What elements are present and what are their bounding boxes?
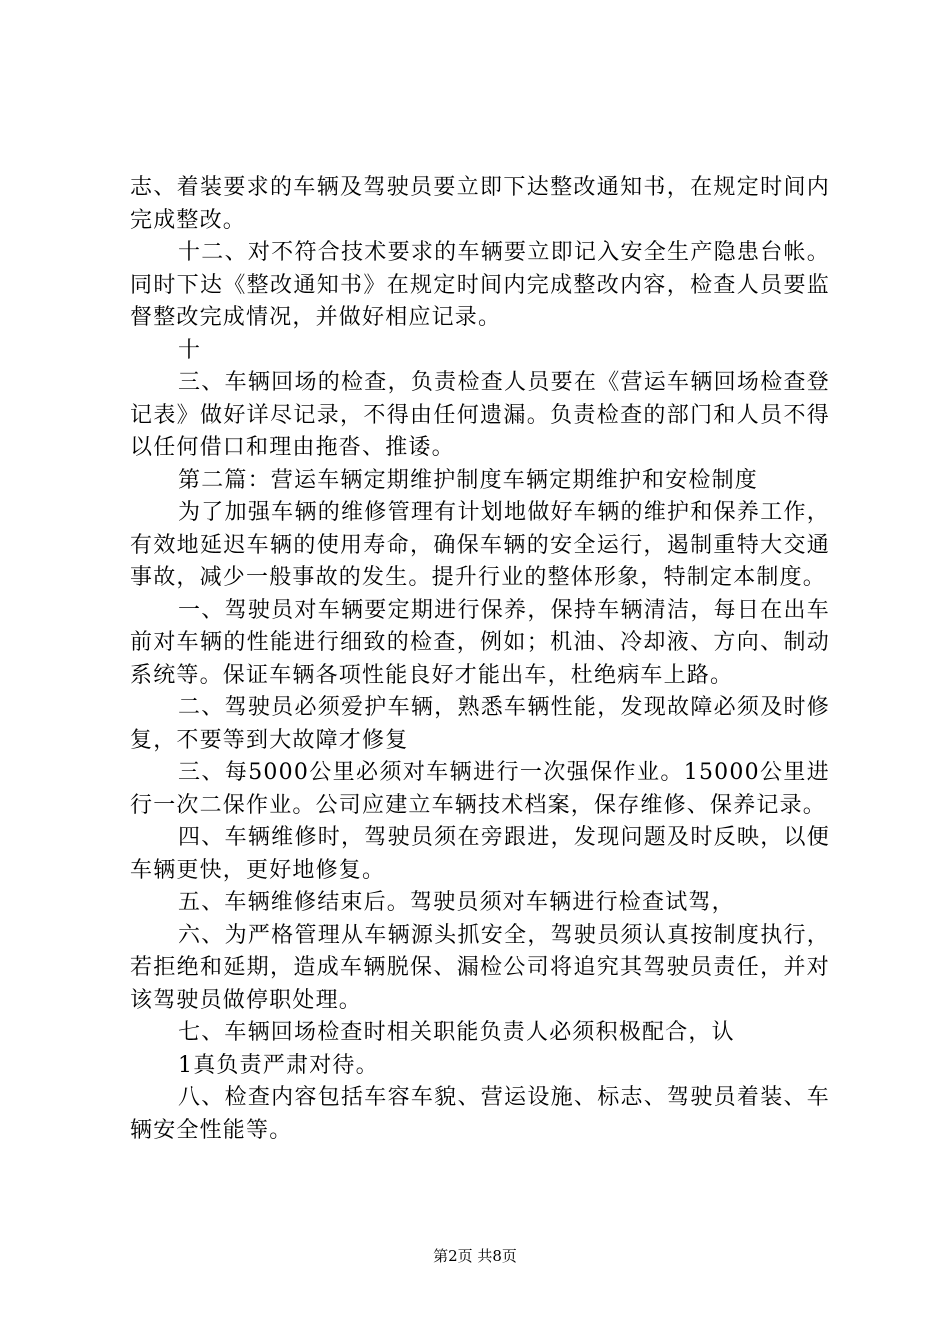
paragraph-continuation: 志、着装要求的车辆及驾驶员要立即下达整改通知书，在规定时间内完成整改。	[130, 175, 830, 233]
page-number-footer: 第2页 共8页	[433, 1247, 517, 1265]
paragraph-item-2: 二、驾驶员必须爱护车辆，熟悉车辆性能，发现故障必须及时修复，不要等到大故障才修复	[130, 695, 830, 753]
paragraph-item-13: 三、车辆回场的检查，负责检查人员要在《营运车辆回场检查登记表》做好详尽记录，不得由任何遗漏。负责检查的部门和人员不得以任何借口和理由拖沓、推诿。	[130, 370, 830, 460]
paragraph-item-8: 八、检查内容包括车容车貌、营运设施、标志、驾驶员着装、车辆安全性能等。	[130, 1085, 830, 1143]
paragraph-item-4: 四、车辆维修时，驾驶员须在旁跟进，发现问题及时反映，以便车辆更快，更好地修复。	[130, 825, 830, 883]
section-heading: 第二篇：营运车辆定期维护制度车辆定期维护和安检制度	[178, 467, 759, 493]
paragraph-item-7: 七、车辆回场检查时相关职能负责人必须积极配合，认	[178, 1020, 735, 1045]
paragraph-item-13-prefix: 十	[178, 337, 202, 363]
paragraph-intro: 为了加强车辆的维修管理有计划地做好车辆的维护和保养工作，有效地延迟车辆的使用寿命，确保车辆的安全运行，遏制重特大交通事故，减少一般事故的发生。提升行业的整体形象，特制定本制度。	[130, 500, 830, 590]
document-body	[130, 172, 830, 1147]
paragraph-item-3: 三、每5000公里必须对车辆进行一次强保作业。15000公里进行一次二保作业。公司应建立车辆技术档案，保存维修、保养记录。	[130, 760, 830, 818]
paragraph-item-12: 十二、对不符合技术要求的车辆要立即记入安全生产隐患台帐。同时下达《整改通知书》在规定时间内完成整改内容，检查人员要监督整改完成情况，并做好相应记录。	[130, 240, 830, 330]
paragraph-item-6: 六、为严格管理从车辆源头抓安全，驾驶员须认真按制度执行，若拒绝和延期，造成车辆脱保、漏检公司将追究其驾驶员责任，并对该驾驶员做停职处理。	[130, 922, 830, 1013]
paragraph-item-5: 五、车辆维修结束后。驾驶员须对车辆进行检查试驾，	[178, 890, 735, 915]
paragraph-item-7-continuation: 1真负责严肃对待。	[178, 1052, 379, 1078]
paragraph-item-1: 一、驾驶员对车辆要定期进行保养，保持车辆清洁，每日在出车前对车辆的性能进行细致的检查，例如；机油、冷却液、方向、制动系统等。保证车辆各项性能良好才能出车，杜绝病车上路。	[130, 597, 830, 688]
